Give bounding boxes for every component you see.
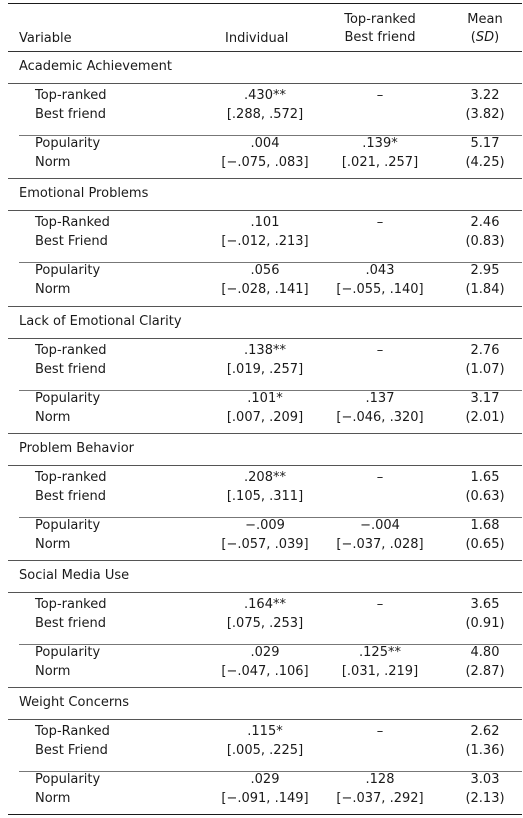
- individual-estimate: −.009: [245, 518, 285, 533]
- individual-estimate: .164**: [244, 597, 286, 612]
- sd-value: (0.83): [465, 233, 505, 249]
- row-label-line2: Best friend: [35, 361, 106, 377]
- top-ranked-estimate: .137: [365, 391, 395, 406]
- header-mean-line1: Mean: [467, 12, 503, 27]
- row-label: [35, 771, 100, 808]
- section-rule: [8, 465, 522, 466]
- header-top-ranked-line1: Top-ranked: [344, 12, 416, 27]
- mean-value: 3.17: [470, 391, 500, 406]
- cell-individual: [205, 596, 325, 633]
- cell-individual: [205, 644, 325, 681]
- individual-estimate: .029: [250, 645, 280, 660]
- cell-mean: [455, 596, 515, 633]
- cell-individual: [205, 214, 325, 251]
- top-ranked-ci: [330, 488, 430, 507]
- cell-top-ranked: [330, 214, 430, 251]
- top-ranked-estimate: .043: [365, 263, 395, 278]
- individual-ci: [−.057, .039]: [221, 536, 309, 552]
- top-ranked-estimate: –: [376, 343, 384, 358]
- top-ranked-ci: [330, 615, 430, 634]
- top-ranked-estimate: .125**: [359, 645, 401, 660]
- section-divider: [8, 178, 522, 179]
- header-rule: [8, 51, 522, 52]
- cell-top-ranked: [330, 644, 430, 681]
- cell-top-ranked: [330, 469, 430, 506]
- cell-mean: [455, 262, 515, 299]
- individual-estimate: .004: [250, 136, 280, 151]
- individual-estimate: .101: [250, 215, 280, 230]
- individual-ci: [−.091, .149]: [221, 790, 309, 806]
- row-label-line2: Best Friend: [35, 233, 108, 249]
- header-variable: Variable: [19, 31, 72, 46]
- cell-mean: [455, 342, 515, 379]
- sd-value: (3.82): [465, 106, 505, 122]
- cell-top-ranked: [330, 87, 430, 124]
- cell-top-ranked: [330, 342, 430, 379]
- section-divider: [8, 433, 522, 434]
- row-label: [35, 87, 107, 124]
- cell-individual: [205, 469, 325, 506]
- mean-value: 4.80: [470, 645, 500, 660]
- individual-estimate: .101*: [247, 391, 283, 406]
- top-ranked-estimate: .139*: [362, 136, 398, 151]
- cell-individual: [205, 87, 325, 124]
- row-label-line2: Norm: [35, 536, 71, 552]
- individual-ci: [−.028, .141]: [221, 281, 309, 297]
- top-rule: [8, 3, 522, 4]
- individual-ci: [.075, .253]: [226, 615, 304, 631]
- mean-value: 2.95: [470, 263, 500, 278]
- cell-individual: [205, 771, 325, 808]
- cell-mean: [455, 644, 515, 681]
- row-label-line2: Best Friend: [35, 742, 108, 758]
- row-label: [35, 135, 100, 172]
- row-label-line2: Norm: [35, 154, 71, 170]
- mean-value: 3.65: [470, 597, 500, 612]
- section-divider: [8, 687, 522, 688]
- cell-top-ranked: [330, 135, 430, 172]
- row-label-line2: Norm: [35, 663, 71, 679]
- top-ranked-ci: [.021, .257]: [341, 154, 419, 170]
- bottom-rule: [8, 814, 522, 815]
- mean-value: 5.17: [470, 136, 500, 151]
- row-label: [35, 390, 100, 427]
- row-label: [35, 342, 107, 379]
- individual-estimate: .138**: [244, 343, 286, 358]
- sd-value: (0.63): [465, 488, 505, 504]
- cell-mean: [455, 87, 515, 124]
- cell-individual: [205, 342, 325, 379]
- top-ranked-estimate: –: [376, 88, 384, 103]
- mean-value: 2.62: [470, 724, 500, 739]
- row-label-line1: Popularity: [35, 391, 101, 406]
- row-label-line1: Popularity: [35, 518, 101, 533]
- header-mean: [455, 11, 515, 47]
- top-ranked-estimate: –: [376, 470, 384, 485]
- top-ranked-estimate: –: [376, 724, 384, 739]
- sd-value: (2.13): [465, 790, 505, 806]
- row-label-line2: Norm: [35, 281, 71, 297]
- top-ranked-ci: [330, 742, 430, 761]
- row-label-line1: Popularity: [35, 772, 101, 787]
- cell-mean: [455, 135, 515, 172]
- row-label-line1: Popularity: [35, 136, 101, 151]
- top-ranked-ci: [−.046, .320]: [336, 409, 424, 425]
- cell-mean: [455, 214, 515, 251]
- individual-ci: [.288, .572]: [226, 106, 304, 122]
- cell-mean: [455, 723, 515, 760]
- cell-individual: [205, 262, 325, 299]
- cell-top-ranked: [330, 262, 430, 299]
- section-rule: [8, 338, 522, 339]
- section-rule: [8, 592, 522, 593]
- section-title: Lack of Emotional Clarity: [19, 314, 182, 329]
- top-ranked-estimate: .128: [365, 772, 395, 787]
- top-ranked-ci: [.031, .219]: [341, 663, 419, 679]
- section-divider: [8, 306, 522, 307]
- individual-estimate: .208**: [244, 470, 286, 485]
- sd-value: (1.36): [465, 742, 505, 758]
- cell-mean: [455, 390, 515, 427]
- section-divider: [8, 560, 522, 561]
- mean-value: 2.46: [470, 215, 500, 230]
- mean-value: 3.22: [470, 88, 500, 103]
- cell-individual: [205, 723, 325, 760]
- row-label-line1: Top-ranked: [35, 470, 107, 485]
- header-sd: SD: [475, 30, 495, 45]
- top-ranked-ci: [−.055, .140]: [336, 281, 424, 297]
- top-ranked-estimate: –: [376, 597, 384, 612]
- row-label: [35, 469, 107, 506]
- individual-ci: [.105, .311]: [226, 488, 304, 504]
- section-title: Academic Achievement: [19, 59, 172, 74]
- top-ranked-ci: [330, 106, 430, 125]
- row-label-line2: Best friend: [35, 615, 106, 631]
- cell-top-ranked: [330, 596, 430, 633]
- cell-individual: [205, 517, 325, 554]
- row-label: [35, 214, 110, 251]
- row-label-line2: Norm: [35, 790, 71, 806]
- mean-value: 1.68: [470, 518, 500, 533]
- row-label-line1: Top-Ranked: [35, 215, 110, 230]
- row-label-line1: Top-ranked: [35, 88, 107, 103]
- row-label-line1: Popularity: [35, 645, 101, 660]
- row-label-line1: Popularity: [35, 263, 101, 278]
- row-label-line1: Top-Ranked: [35, 724, 110, 739]
- individual-ci: [−.075, .083]: [221, 154, 309, 170]
- cell-mean: [455, 517, 515, 554]
- top-ranked-ci: [−.037, .292]: [336, 790, 424, 806]
- header-top-ranked: [330, 11, 430, 47]
- cell-top-ranked: [330, 771, 430, 808]
- header-top-ranked-line2: Best friend: [344, 30, 416, 45]
- sd-value: (2.01): [465, 409, 505, 425]
- top-ranked-ci: [330, 361, 430, 380]
- sd-value: (1.07): [465, 361, 505, 377]
- section-title: Problem Behavior: [19, 441, 135, 456]
- row-label: [35, 517, 100, 554]
- cell-mean: [455, 469, 515, 506]
- sd-value: (1.84): [465, 281, 505, 297]
- top-ranked-estimate: −.004: [360, 518, 400, 533]
- section-title: Social Media Use: [19, 568, 130, 583]
- sd-value: (2.87): [465, 663, 505, 679]
- row-label-line2: Best friend: [35, 106, 106, 122]
- mean-value: 1.65: [470, 470, 500, 485]
- individual-estimate: .056: [250, 263, 280, 278]
- sd-value: (4.25): [465, 154, 505, 170]
- individual-ci: [.007, .209]: [226, 409, 304, 425]
- individual-ci: [.019, .257]: [226, 361, 304, 377]
- header-mean-line2: (SD): [470, 30, 500, 45]
- individual-estimate: .029: [250, 772, 280, 787]
- individual-estimate: .115*: [247, 724, 283, 739]
- section-title: Emotional Problems: [19, 186, 149, 201]
- row-label: [35, 723, 110, 760]
- individual-ci: [−.012, .213]: [221, 233, 309, 249]
- top-ranked-ci: [−.037, .028]: [336, 536, 424, 552]
- section-rule: [8, 83, 522, 84]
- row-label-line1: Top-ranked: [35, 597, 107, 612]
- sd-value: (0.91): [465, 615, 505, 631]
- cell-top-ranked: [330, 723, 430, 760]
- row-label: [35, 644, 100, 681]
- row-label-line1: Top-ranked: [35, 343, 107, 358]
- row-label: [35, 262, 100, 299]
- mean-value: 2.76: [470, 343, 500, 358]
- individual-estimate: .430**: [244, 88, 286, 103]
- cell-individual: [205, 135, 325, 172]
- cell-top-ranked: [330, 390, 430, 427]
- row-label: [35, 596, 107, 633]
- row-label-line2: Norm: [35, 409, 71, 425]
- cell-mean: [455, 771, 515, 808]
- section-rule: [8, 210, 522, 211]
- mean-value: 3.03: [470, 772, 500, 787]
- top-ranked-ci: [330, 233, 430, 252]
- individual-ci: [.005, .225]: [226, 742, 304, 758]
- header-individual: Individual: [225, 31, 289, 46]
- cell-individual: [205, 390, 325, 427]
- section-rule: [8, 719, 522, 720]
- cell-top-ranked: [330, 517, 430, 554]
- sd-value: (0.65): [465, 536, 505, 552]
- row-label-line2: Best friend: [35, 488, 106, 504]
- top-ranked-estimate: –: [376, 215, 384, 230]
- individual-ci: [−.047, .106]: [221, 663, 309, 679]
- section-title: Weight Concerns: [19, 695, 129, 710]
